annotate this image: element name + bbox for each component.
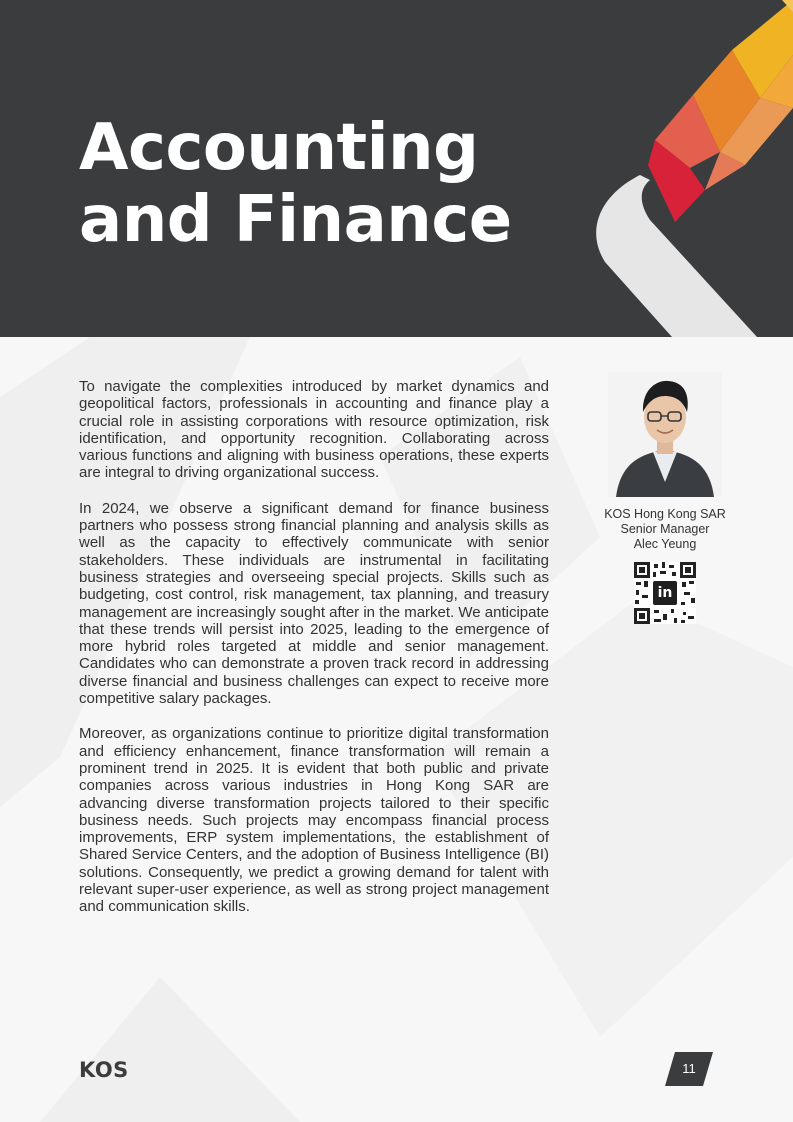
page-number: 11 (682, 1061, 696, 1076)
linkedin-qr-code[interactable] (634, 562, 696, 624)
header-banner (0, 0, 793, 337)
person-avatar-icon (608, 372, 722, 497)
linkedin-icon: in (657, 585, 673, 601)
article-body (79, 378, 549, 934)
profile-photo (608, 372, 722, 497)
paragraph-1: To navigate the complexities introduced by market dynamics and geopolitical factors, professionals in accounting and finance play a crucial role in assisting corporations with resource optimization, risk identification, and opportunity recognition. Collaborating across various functions and aligning with business operations, these experts are integral to driving organizational success. (79, 378, 549, 482)
paragraph-2: In 2024, we observe a significant demand for finance business partners who possess strong financial planning and analysis skills as well as the capacity to effectively communicate with senior stakeholders. These individuals are instrumental in facilitating business strategies and overseeing special projects. Skills such as budgeting, cost control, risk management, tax planning, and treasury management are increasingly sought after in the market. We anticipate that these trends will persist into 2025, leading to the emergence of more hybrid roles targeted at middle and senior management. Candidates who can demonstrate a proven track record in addressing diverse financial and business challenges can expect to receive more competitive salary packages. (79, 499, 549, 708)
profile-office: KOS Hong Kong SAR (604, 507, 726, 521)
kos-logo: KOS (79, 1058, 129, 1082)
title-line-1: Accounting (79, 111, 479, 185)
profile-role: Senior Manager (620, 522, 710, 536)
paragraph-3: Moreover, as organizations continue to prioritize digital transformation and efficiency enhancement, finance transformation will remain a prominent trend in 2025. It is evident that both public and private companies across various industries in Hong Kong SAR are advancing diverse transformation projects tailored to their specific business needs. Such projects may encompass financial process improvements, ERP system implementations, the establishment of Shared Service Centers, and the adoption of Business Intelligence (BI) solutions. Consequently, we predict a growing demand for talent with relevant super-user experience, as well as strong project management and communication skills. (79, 725, 549, 916)
contact-profile (598, 372, 732, 624)
page-number-badge (665, 1052, 713, 1086)
profile-details (598, 507, 732, 552)
profile-name: Alec Yeung (633, 537, 697, 551)
page-title (79, 112, 512, 256)
title-line-2: and Finance (79, 183, 512, 257)
